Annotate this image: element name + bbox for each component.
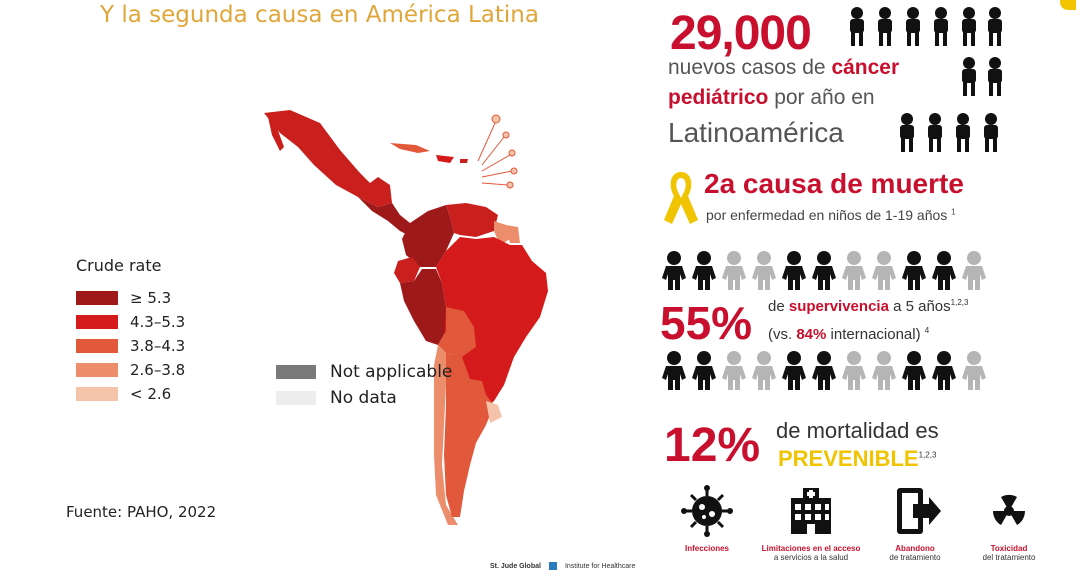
- map-title: Y la segunda causa en América Latina: [100, 2, 539, 28]
- map-region-puerto-rico: [460, 159, 468, 163]
- map-region-venezuela: [446, 203, 498, 237]
- mortality-line-2: PREVENIBLE$^{1,2,3}$: [778, 446, 937, 471]
- cause-subtitle: por enfermedad en niños de 1-19 años $^1$: [706, 207, 956, 223]
- legend-label: 3.8–4.3: [130, 337, 186, 355]
- legend-item: [76, 362, 185, 378]
- cause-label: Limitaciones en el acceso: [761, 544, 861, 553]
- children-row-bottom: [662, 350, 992, 392]
- legend-label: ≥ 5.3: [130, 289, 172, 307]
- survival-line-1: de supervivencia a 5 años$^{1,2,3}$: [768, 298, 969, 315]
- cause-label: Abandono: [895, 544, 935, 553]
- corner-logo-icon: [1060, 0, 1076, 10]
- map-region-cuba: [390, 143, 430, 153]
- cause-sublabel: a servicios a la salud: [773, 553, 849, 562]
- legend-not-applicable: [276, 362, 452, 382]
- radiation-icon: [979, 484, 1039, 538]
- legend-swatch: [76, 291, 118, 305]
- legend-label: < 2.6: [130, 385, 172, 403]
- legend-item: [76, 338, 185, 354]
- map-region-suriname: [506, 225, 520, 243]
- legend-label: 2.6–3.8: [130, 361, 186, 379]
- cases-line-3: Latinoamérica: [668, 117, 844, 148]
- children-row-top: [662, 250, 992, 292]
- legend-title: Crude rate: [76, 256, 162, 275]
- cause-item-access: [756, 484, 866, 562]
- children-group-icon: [846, 6, 1010, 156]
- cause-title: 2a causa de muerte: [704, 168, 964, 199]
- stats-panel: [640, 0, 1080, 576]
- latin-america-map: [250, 55, 550, 535]
- cases-line-1: nuevos casos de cáncer: [668, 56, 900, 79]
- exit-icon: [885, 484, 945, 538]
- legend-item: [76, 290, 171, 306]
- legend-no-data: [276, 388, 397, 408]
- cause-sublabel: de tratamiento: [889, 553, 941, 562]
- legend-item: [76, 314, 185, 330]
- stjude-logo: St. Jude Global: [490, 562, 541, 570]
- legend-swatch: [76, 387, 118, 401]
- ihme-logo-icon: [549, 562, 557, 570]
- legend-label: No data: [330, 388, 397, 408]
- mortality-line-1: de mortalidad es: [776, 418, 939, 443]
- survival-percent: 55%: [660, 297, 753, 349]
- legend-label: Not applicable: [330, 362, 453, 382]
- hospital-icon: [781, 484, 841, 538]
- legend-swatch: [276, 391, 316, 405]
- legend-swatch: [76, 363, 118, 377]
- legend-swatch: [76, 315, 118, 329]
- legend-swatch: [276, 365, 316, 379]
- ihme-logo: Institute for Healthcare: [564, 562, 636, 570]
- map-region-uruguay: [486, 401, 502, 423]
- cause-item-infections: [652, 484, 762, 553]
- cause-label: Toxicidad: [990, 544, 1028, 553]
- map-region-hispaniola: [436, 155, 454, 163]
- legend-swatch: [76, 339, 118, 353]
- awareness-ribbon-icon: [662, 168, 700, 226]
- logos: [490, 562, 635, 570]
- legend-label: 4.3–5.3: [130, 313, 186, 331]
- legend-item: [76, 386, 171, 402]
- source-note: Fuente: PAHO, 2022: [66, 503, 217, 521]
- cause-sublabel: del tratamiento: [982, 553, 1036, 562]
- virus-icon: [677, 484, 737, 538]
- survival-line-2: (vs. 84% internacional) $^4$: [768, 326, 930, 343]
- cause-item-toxicity: [954, 484, 1064, 562]
- cases-line-2: pediátrico por año en: [668, 86, 875, 109]
- map-region-mexico: [264, 110, 392, 207]
- cases-number: 29,000: [670, 7, 811, 60]
- mortality-percent: 12%: [664, 419, 761, 472]
- cause-label: Infecciones: [684, 544, 729, 553]
